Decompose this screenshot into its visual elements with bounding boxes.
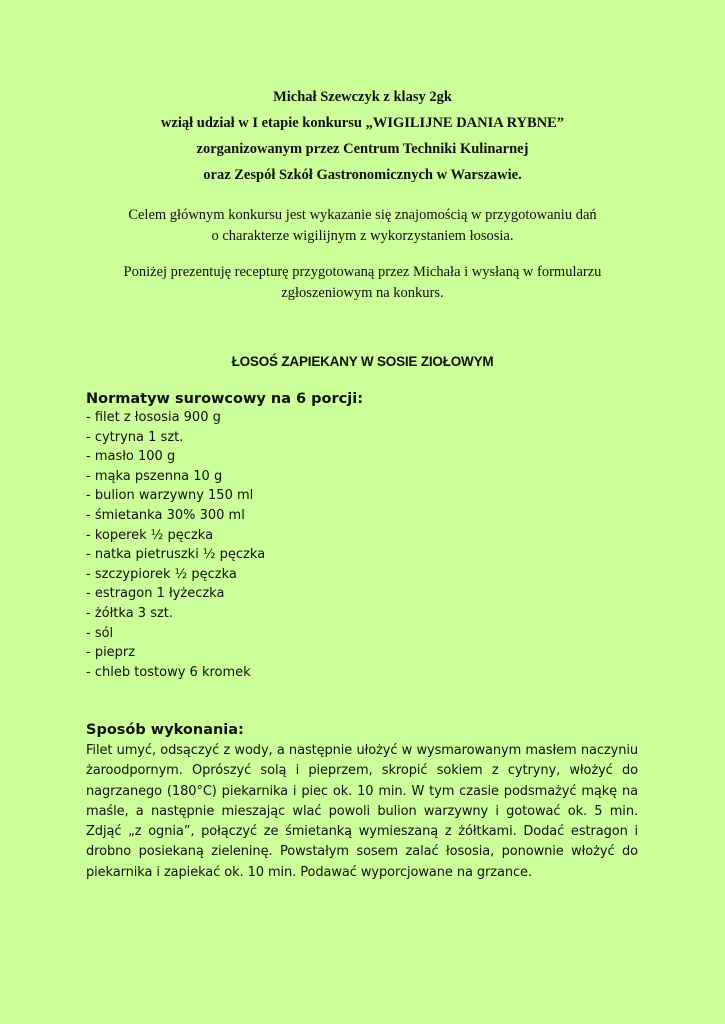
- ingredients-heading: Normatyw surowcowy na 6 porcji:: [86, 391, 364, 407]
- recipe-intro-paragraph: [0, 262, 725, 304]
- ingredient-item: - żółtka 3 szt.: [86, 605, 174, 621]
- intro-line-student: Michał Szewczyk z klasy 2gk: [273, 89, 452, 105]
- ingredient-item: - filet z łososia 900 g: [86, 410, 221, 425]
- ingredient-item: - szczypiorek ½ pęczka: [86, 566, 237, 582]
- ingredient-item: - estragon 1 łyżeczka: [86, 586, 225, 602]
- ingredients-list: [86, 408, 638, 682]
- intro-line-organizer: zorganizowanym przez Centrum Techniki Kulinarnej: [196, 141, 529, 157]
- recipe-title: ŁOSOŚ ZAPIEKANY W SOSIE ZIOŁOWYM: [231, 354, 494, 369]
- ingredient-item: - natka pietruszki ½ pęczka: [86, 547, 266, 563]
- ingredient-item: - chleb tostowy 6 kromek: [86, 664, 251, 680]
- ingredient-item: - cytryna 1 szt.: [86, 429, 184, 445]
- intro-line-contest: wziął udział w I etapie konkursu „WIGILIJNE DANIA RYBNE”: [160, 115, 565, 131]
- contest-goal-line-1: Celem głównym konkursu jest wykazanie się znajomością w przygotowaniu dań: [128, 207, 597, 223]
- recipe-intro-line-2: zgłoszeniowym na konkurs.: [281, 285, 444, 301]
- ingredient-item: - śmietanka 30% 300 ml: [86, 507, 245, 523]
- intro-line-school: oraz Zespół Szkół Gastronomicznych w Warszawie.: [203, 167, 522, 183]
- intro-header: [0, 84, 725, 188]
- ingredient-item: - bulion warzywny 150 ml: [86, 488, 254, 504]
- ingredient-item: - koperek ½ pęczka: [86, 527, 214, 543]
- method-heading: Sposób wykonania:: [86, 722, 244, 738]
- ingredient-item: - pieprz: [86, 645, 136, 661]
- ingredient-item: - sól: [86, 625, 114, 641]
- ingredient-item: - mąka pszenna 10 g: [86, 468, 223, 484]
- recipe-intro-line-1: Poniżej prezentuję recepturę przygotowaną przez Michała i wysłaną w formularzu: [123, 264, 602, 280]
- contest-goal-paragraph: [0, 205, 725, 247]
- contest-goal-line-2: o charakterze wigilijnym z wykorzystaniem łososia.: [211, 228, 514, 244]
- method-text: Filet umyć, odsączyć z wody, a następnie ułożyć w wysmarowanym masłem naczyniu żaroodpornym. Oprószyć solą i pieprzem, skropić sokiem z cytryny, włożyć do nagrzanego (180°C) piekarnika i piec ok. 10 min. W tym czasie podsmażyć mąkę na maśle, a następnie mieszając wlać powoli bulion warzywny i gotować ok. 5 min. Zdjąć „z ognia”, połączyć ze śmietanką wymieszaną z żółtkami. Dodać estragon i drobno posiekaną zieleninę. Powstałym sosem zalać łososia, ponownie włożyć do piekarnika i zapiekać ok. 10 min. Podawać wyporcjowane na grzance.: [86, 743, 638, 880]
- ingredient-item: - masło 100 g: [86, 449, 176, 465]
